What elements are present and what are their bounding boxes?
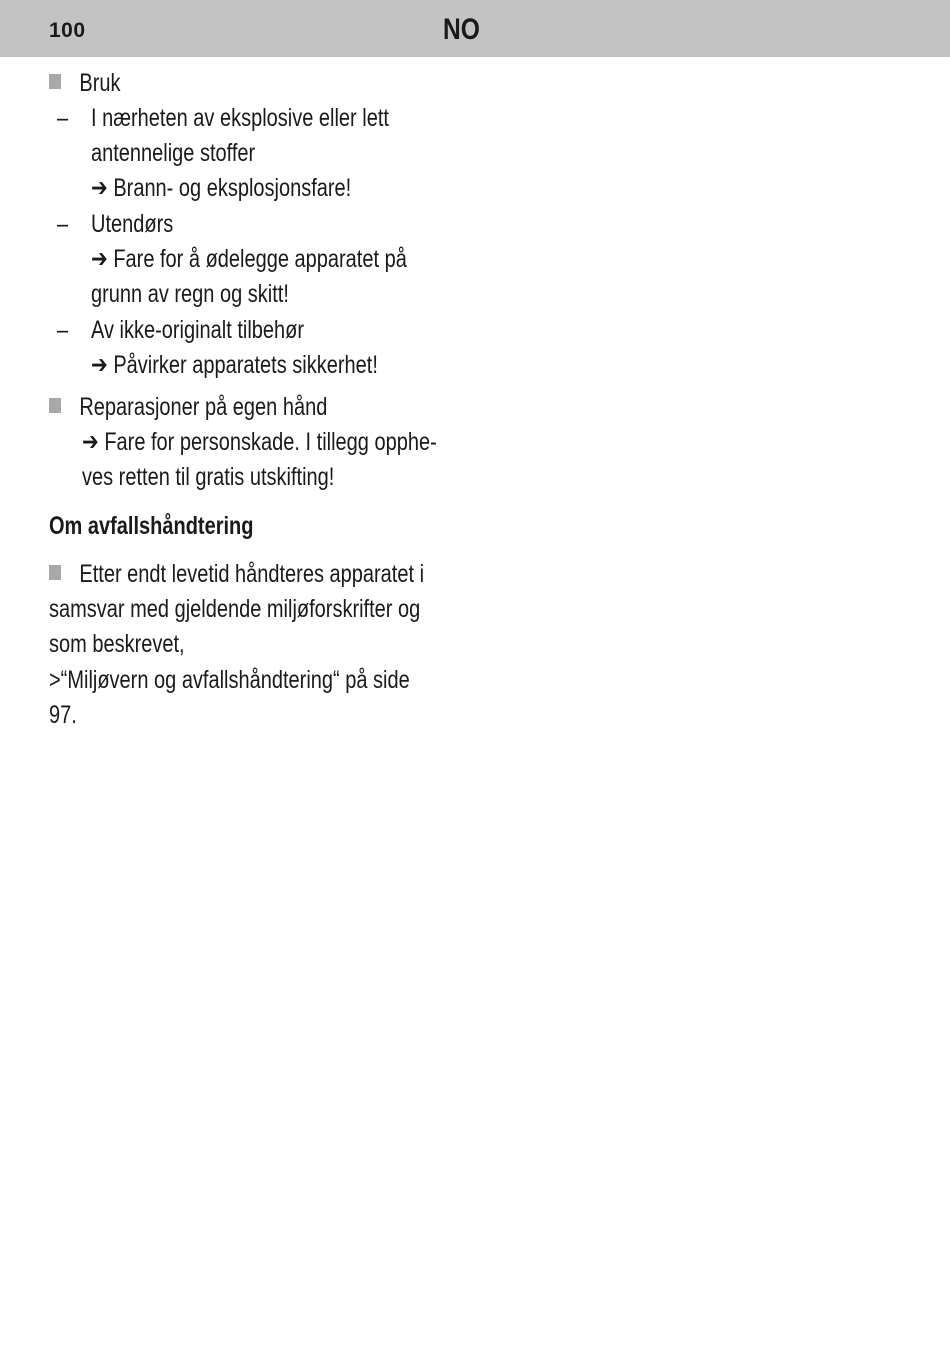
bullet-item-disposal <box>49 557 424 592</box>
consequence-text: ➔ Påvirker apparatets sikkerhet! <box>91 351 378 379</box>
paragraph-text: samsvar med gjeldende miljøforskrifter og <box>49 595 421 623</box>
bullet-title: Bruk <box>79 69 121 97</box>
page-number: 100 <box>49 19 86 42</box>
paragraph-text: som beskrevet, <box>49 630 185 658</box>
bullet-title: Reparasjoner på egen hånd <box>79 393 328 421</box>
bullet-item-use <box>49 66 120 101</box>
square-bullet-icon <box>49 74 61 89</box>
dash-marker: – <box>57 316 69 344</box>
list-item-text: Av ikke-originalt tilbehør <box>91 316 305 344</box>
square-bullet-icon <box>49 398 61 413</box>
consequence-text: grunn av regn og skitt! <box>91 280 289 308</box>
paragraph-text: Etter endt levetid håndteres apparatet i <box>79 560 425 588</box>
dash-marker: – <box>57 104 69 132</box>
square-bullet-icon <box>49 565 61 580</box>
section-heading: Om avfallshåndtering <box>49 512 254 540</box>
language-code: NO <box>443 13 480 46</box>
list-item-text: I nærheten av eksplosive eller lett <box>91 104 389 132</box>
list-item-text: Utendørs <box>91 210 174 238</box>
bullet-item-repairs <box>49 390 327 425</box>
consequence-text: ves retten til gratis utskifting! <box>82 463 335 491</box>
consequence-text: ➔ Fare for å ødelegge apparatet på <box>91 245 407 273</box>
cross-reference-link[interactable]: >“Miljøvern og avfallshåndtering“ på side <box>49 666 410 694</box>
consequence-text: ➔ Fare for personskade. I tillegg opphe- <box>82 428 437 456</box>
dash-marker: – <box>57 210 69 238</box>
paragraph-text: 97. <box>49 701 77 729</box>
page-header <box>0 0 950 57</box>
list-item-text: antennelige stoffer <box>91 139 256 167</box>
consequence-text: ➔ Brann- og eksplosjonsfare! <box>91 174 352 202</box>
